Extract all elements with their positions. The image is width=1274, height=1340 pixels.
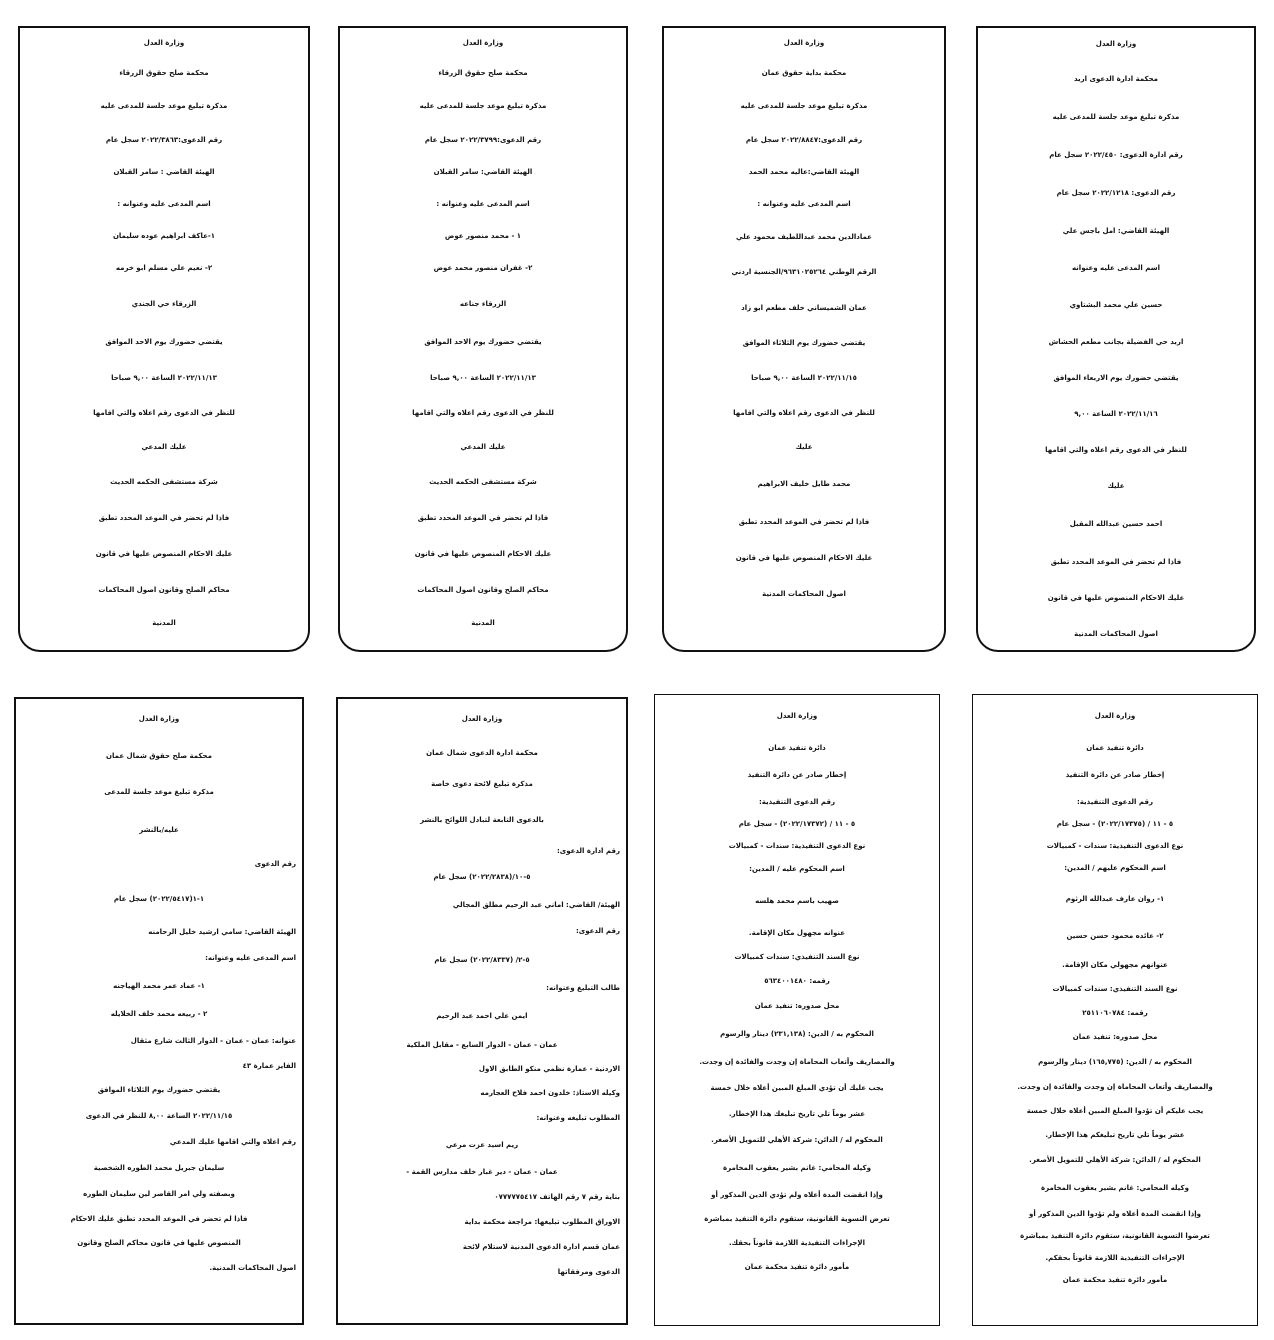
- warning-1: فاذا لم تحضر في الموعد المحدد تطبق: [98, 514, 230, 522]
- warning-1: فاذا لم تحضر في الموعد المحدد تطبق: [738, 518, 870, 526]
- case-number: رقم الدعوى: ٢٠٢٢/١٢١٨ سجل عام: [1056, 189, 1176, 197]
- notice-zarqa-3799: [338, 26, 628, 652]
- defendant-name: عمادالدين محمد عبداللطيف محمود علي: [736, 233, 872, 241]
- requester-address-1: عمان - عمان - الدوار السابع - مقابل الملكية: [406, 1041, 558, 1049]
- consequence-3: الإجراءات التنفيذية اللازمة قانوناً بحقك.: [728, 1239, 866, 1247]
- ministry-title: وزارة العدل: [461, 715, 503, 723]
- admin-number-label: رقم ادارة الدعوى:: [557, 847, 620, 855]
- notice-north-amman-5417: [14, 697, 304, 1325]
- notice-title: مذكرة تبليغ موعد جلسة للمدعى عليه: [740, 102, 868, 110]
- notice-title: مذكرة تبليغ موعد جلسة للمدعى عليه: [100, 102, 228, 110]
- case-number: ١-١(٢٠٢٢/٥٤١٧) سجل عام: [113, 895, 205, 903]
- date-time: ٢٠٢٢/١١/١٥ الساعة ٩,٠٠ صباحا: [751, 374, 857, 382]
- notice-zarqa-3863: [18, 26, 310, 652]
- attendance: يقتضي حضورك يوم الاربعاء الموافق: [1053, 374, 1179, 382]
- case-number: رقم الدعوى:٢٠٢٢/٨٨٤٧ سجل عام: [745, 136, 863, 144]
- defendant-1: ١-عاكف ابراهيم عوده سليمان: [112, 232, 216, 240]
- execution-number: ٥ - ١١ / (٢٠٢٢/١٧٣٧٥) - سجل عام: [1056, 820, 1174, 828]
- documents-1: الاوراق المطلوب تبليغها: مراجعة محكمة بداية: [464, 1218, 620, 1226]
- issue-place: محل صدوره: تنفيذ عمان: [1072, 1033, 1158, 1041]
- requester-label: طالب التبليغ وعنوانه:: [546, 984, 620, 992]
- plaintiff-label: عليك المدعي: [141, 443, 187, 451]
- plaintiff-name: شركة مستشفى الحكمه الحديث: [110, 478, 218, 486]
- debtors-label: اسم المحكوم عليهم / المدين:: [1064, 864, 1166, 872]
- requester-address-2: الاردنية - عمارة نظمي منكو الطابق الاول: [478, 1065, 620, 1073]
- issue-place: محل صدوره: تنفيذ عمان: [754, 1002, 840, 1010]
- deadline-2: عشر يوماً تلي تاريخ تبليغكم هذا الإخطار.: [1045, 1131, 1185, 1139]
- consequence-1: وإذا انقضت المدة أعلاه ولم تؤدي الدين المذكور أو: [711, 1191, 883, 1199]
- defendant-label: اسم المدعى عليه وعنوانه :: [757, 200, 851, 208]
- warning-3: محاكم الصلح وقانون اصول المحاكمات: [98, 586, 230, 594]
- plaintiff-name: احمد حسين عبدالله المقبل: [1069, 520, 1163, 528]
- amount-note: والمصاريف وأتعاب المحاماة إن وجدت والفائدة إن وجدت.: [1017, 1083, 1213, 1091]
- attendance: يقتضي حضورك يوم الاحد الموافق: [424, 338, 542, 346]
- debtors-address: عنوانهم مجهولي مكان الإقامة.: [1062, 961, 1168, 969]
- consequence-2: تعرضوا التسوية القانونية، ستقوم دائرة التنفيذ بمباشرة: [1020, 1232, 1210, 1240]
- judge: الهيئة القاضي: سامر القبلان: [433, 168, 533, 176]
- notice-north-amman-8337: [336, 697, 628, 1325]
- court-name: محكمة بداية حقوق عمان: [761, 69, 847, 77]
- defendant-label: اسم المدعى عليه وعنوانه: [1071, 264, 1161, 272]
- notice-title: مذكرة تبليغ موعد جلسة للمدعى: [104, 788, 214, 796]
- recipient-address-1: عمان - عمان - دير غبار خلف مدارس القمة -: [406, 1168, 558, 1176]
- case-note: للنظر في الدعوى رقم اعلاه والتي اقامها: [733, 409, 875, 417]
- plaintiff-label: عليك: [795, 443, 813, 451]
- ministry-title: وزارة العدل: [783, 39, 825, 47]
- execution-number-label: رقم الدعوى التنفيذية:: [1077, 798, 1153, 806]
- plaintiff-name: سليمان جبريل محمد الطوره الشخصية: [93, 1164, 225, 1172]
- recipient-label: المطلوب تبليغه وعنوانه:: [536, 1114, 620, 1122]
- warning-1: فاذا لم تحضر في الموعد المحدد تطبق: [1050, 558, 1182, 566]
- judge: الهيئة القاضي : سامر القبلان: [113, 168, 215, 176]
- recipient-name: ريم اسيد عزت مرعي: [445, 1141, 519, 1149]
- signature-officer: مأمور دائرة تنفيذ محكمة عمان: [744, 1263, 850, 1271]
- creditor: المحكوم له / الدائن: شركة الأهلي للتمويل الأصغر.: [711, 1136, 883, 1144]
- defendant-1: ١ - محمد منصور عوض: [444, 232, 522, 240]
- notice-title-2: بالدعوى التابعة لتبادل اللوائح بالنشر: [420, 816, 544, 824]
- amount: المحكوم به / الدين: (١٦٥,٧٧٥) دينار والرسوم: [1038, 1058, 1192, 1066]
- date-time: ٢٠٢٢/١١/١٣ الساعة ٩,٠٠ صباحا: [430, 374, 536, 382]
- date-time: ٢٠٢٢/١١/١٣ الساعة ٩,٠٠ صباحا: [111, 374, 217, 382]
- plaintiff-name: شركة مستشفى الحكمه الحديث: [429, 478, 537, 486]
- warning-4: المدنية: [152, 619, 176, 627]
- court-name: محكمة صلح حقوق الزرقاء: [119, 69, 209, 77]
- warning-2: عليك الاحكام المنصوص عليها في قانون: [1047, 594, 1185, 602]
- instrument-type: نوع السند التنفيذي: سندات كمبيالات: [1052, 985, 1178, 993]
- warning-1: فاذا لم تحضر في الموعد المحدد تطبق: [417, 514, 549, 522]
- warning-3: اصول المحاكمات المدنية: [762, 590, 846, 598]
- address-2: الفايز عمارة ٤٣: [242, 1062, 296, 1070]
- debtor-name: صهيب باسم محمد هلسه: [755, 897, 839, 905]
- execution-number-label: رقم الدعوى التنفيذية:: [759, 798, 835, 806]
- notice-title: إخطار صادر عن دائرة التنفيذ: [1065, 771, 1165, 779]
- attendance: يقتضي حضورك يوم الثلاثاء الموافق: [97, 1086, 221, 1094]
- court-name: محكمة صلح حقوق الزرقاء: [438, 69, 528, 77]
- ministry-title: وزارة العدل: [462, 39, 504, 47]
- case-note: رقم اعلاه والتي اقامها عليك المدعي: [169, 1138, 296, 1146]
- notice-execution-17375: [972, 694, 1258, 1326]
- admin-number: ٥-١٠/(٢٠٢٢/٢٨٣٨) سجل عام: [433, 873, 531, 881]
- judge: الهيئة القاضي:عاليه محمد الحمد: [748, 168, 860, 176]
- defendant-2: ٢ - ربيعه محمد خلف الخلايله: [110, 1010, 208, 1018]
- warning-2: المنصوص عليها في قانون محاكم الصلح وقانون: [77, 1239, 241, 1247]
- department: دائرة تنفيذ عمان: [768, 744, 826, 752]
- ministry-title: وزارة العدل: [143, 39, 185, 47]
- address: الزرقاء حي الجندي: [131, 300, 197, 308]
- defendant-label: اسم المدعى عليه وعنوانه :: [117, 200, 211, 208]
- deadline-1: يجب عليك أن تؤدي المبلغ المبين أعلاه خلال خمسة: [710, 1084, 884, 1092]
- ministry-title: وزارة العدل: [138, 715, 180, 723]
- case-number: رقم الدعوى:٢٠٢٢/٣٧٩٩ سجل عام: [424, 136, 542, 144]
- defendant-2: ٢- نعيم علي مسلم ابو خرمه: [115, 264, 213, 272]
- debtor-2: ٢- عائده محمود حسن حسين: [1066, 932, 1164, 940]
- case-note: للنظر في الدعوى رقم اعلاه والتي اقامها: [93, 409, 235, 417]
- deadline-1: يجب عليكم أن تؤدوا المبلغ المبين أعلاه خلال خمسة: [1026, 1107, 1204, 1115]
- judge: الهيئة/ القاضي: اماني عبد الرحيم مطلق المجالي: [452, 901, 620, 909]
- attendance: يقتضي حضورك يوم الثلاثاء الموافق: [742, 339, 866, 347]
- defendant-2: ٢- غفران منصور محمد عوض: [433, 264, 533, 272]
- warning-3: محاكم الصلح وقانون اصول المحاكمات: [417, 586, 549, 594]
- documents-3: الدعوى ومرفقاتها: [557, 1268, 620, 1276]
- plaintiff-label: عليك: [1107, 482, 1125, 490]
- notice-title: مذكرة تبليغ موعد جلسة للمدعى عليه: [419, 102, 547, 110]
- case-number-label: رقم الدعوى: [254, 860, 296, 868]
- plaintiff-label: عليك المدعي: [460, 443, 506, 451]
- notice-amman-8847: [662, 26, 946, 652]
- defendant-1: ١- عماد عمر محمد الهياجنه: [113, 982, 205, 990]
- requester-name: ايمن علي احمد عبد الرحيم: [436, 1012, 528, 1020]
- case-note: للنظر في الدعوى رقم اعلاه والتي اقامها: [412, 409, 554, 417]
- notice-irbid-1218: [976, 26, 1256, 652]
- date-time: ٢٠٢٢/١١/١٥ الساعة ٨,٠٠ للنظر في الدعوى: [85, 1112, 233, 1120]
- court-name: محكمة صلح حقوق شمال عمان: [106, 752, 212, 760]
- execution-type: نوع الدعوى التنفيذية: سندات - كمبيالات: [1046, 842, 1184, 850]
- warning-2: عليك الاحكام المنصوص عليها في قانون: [735, 554, 873, 562]
- case-number: رقم الدعوى:٢٠٢٢/٣٨٦٣ سجل عام: [105, 136, 223, 144]
- address-1: عنوانه: عمان - عمان - الدوار الثالث شارع مثقال: [130, 1037, 296, 1045]
- creditor: المحكوم له / الدائن: شركة الأهلي للتمويل الأصغر.: [1029, 1156, 1201, 1164]
- recipient-address-2: بناية رقم ٧ رقم الهاتف ٠٧٧٧٧٧٥٤١٧: [494, 1193, 620, 1201]
- case-number-label: رقم الدعوى:: [576, 927, 620, 935]
- notice-title-2: عليه/بالنشر: [139, 826, 179, 834]
- signature-officer: مأمور دائرة تنفيذ محكمة عمان: [1062, 1276, 1168, 1284]
- address: اربد حي الفضيلة بجانب مطعم الحشاش: [1048, 338, 1184, 346]
- plaintiff-capacity: وبصفته ولي امر القاصر لين سليمان الطوره: [83, 1190, 235, 1198]
- instrument-number: رقمه: ٢٥١١٠٦٠٧٨٤: [1082, 1009, 1148, 1017]
- warning-2: عليك الاحكام المنصوص عليها في قانون: [95, 550, 233, 558]
- consequence-2: تعرض التسوية القانونية، ستقوم دائرة التنفيذ بمباشرة: [704, 1215, 890, 1223]
- instrument-type: نوع السند التنفيذي: سندات كمبيالات: [734, 953, 860, 961]
- creditor-attorney: وكيله المحامي: غانم بشير يعقوب المخامرة: [723, 1164, 871, 1172]
- defendant-label: اسم المدعى عليه وعنوانه:: [205, 954, 296, 962]
- warning-4: المدنية: [471, 619, 495, 627]
- debtor-address: عنوانه مجهول مكان الإقامة.: [748, 929, 846, 937]
- warning-3: اصول المحاكمات المدنية.: [209, 1264, 296, 1272]
- documents-2: عمان قسم ادارة الدعوى المدنية لاستلام لائحة: [462, 1243, 620, 1251]
- plaintiff-name: محمد طايل خليف الابراهيم: [757, 480, 851, 488]
- judge: الهيئة القاضي: امل باجس علي: [1062, 227, 1170, 235]
- defendant-name: حسين علي محمد البشتاوي: [1069, 301, 1163, 309]
- ministry-title: وزارة العدل: [776, 712, 818, 720]
- ministry-title: وزارة العدل: [1095, 40, 1137, 48]
- execution-type: نوع الدعوى التنفيذية: سندات - كمبيالات: [728, 842, 866, 850]
- defendant-label: اسم المدعى عليه وعنوانه :: [436, 200, 530, 208]
- case-note: للنظر في الدعوى رقم اعلاه والتي اقامها: [1045, 446, 1187, 454]
- consequence-1: وإذا انقضت المدة أعلاه ولم تؤدوا الدين المذكور أو: [1029, 1210, 1201, 1218]
- court-name: محكمة ادارة الدعوى اربد: [1073, 75, 1158, 83]
- debtor-label: اسم المحكوم عليه / المدين:: [749, 865, 845, 873]
- notice-execution-17372: [654, 694, 940, 1326]
- notice-title: مذكرة تبليغ لائحة دعوى خاصة: [431, 780, 533, 788]
- attendance: يقتضي حضورك يوم الاحد الموافق: [105, 338, 223, 346]
- warning-2: عليك الاحكام المنصوص عليها في قانون: [414, 550, 552, 558]
- warning-3: اصول المحاكمات المدنية: [1074, 630, 1158, 638]
- court-name: محكمة ادارة الدعوى شمال عمان: [426, 749, 538, 757]
- department: دائرة تنفيذ عمان: [1086, 744, 1144, 752]
- attorney: وكيله الاستاذ: خلدون احمد فلاح العجارمه: [480, 1089, 620, 1097]
- date-time: ٢٠٢٢/١١/١٦ الساعة ٩,٠٠: [1074, 410, 1158, 418]
- debtor-1: ١- روان عارف عبدالله الرثوم: [1065, 895, 1165, 903]
- notice-title: إخطار صادر عن دائرة التنفيذ: [747, 771, 847, 779]
- warning-1: فاذا لم تحضر في الموعد المحدد تطبق عليك الاحكام: [70, 1215, 248, 1223]
- consequence-3: الإجراءات التنفيذية اللازمة قانوناً بحقكم.: [1045, 1254, 1185, 1262]
- notice-title: مذكرة تبليغ موعد جلسة للمدعى عليه: [1052, 113, 1180, 121]
- national-id: الرقم الوطني ٩٦٣١٠٢٥٢٦٤/الجنسية اردني: [731, 268, 877, 276]
- amount: المحكوم به / الدين: (٢٣١,١٣٨) دينار والرسوم: [720, 1030, 874, 1038]
- case-number: ٥-٢/ (٢٠٢٢/٨٣٣٧) سجل عام: [434, 956, 530, 964]
- address: الزرقاء جناعه: [459, 300, 507, 308]
- ministry-title: وزارة العدل: [1094, 712, 1136, 720]
- case-admin-number: رقم ادارة الدعوى: ٢٠٢٢/٤٥٠ سجل عام: [1049, 151, 1183, 159]
- execution-number: ٥ - ١١ / (٢٠٢٢/١٧٣٧٢) - سجل عام: [738, 820, 856, 828]
- amount-note: والمصاريف وأتعاب المحاماة إن وجدت والفائدة إن وجدت.: [699, 1058, 895, 1066]
- judge: الهيئة القاضي: سامي ارشيد خليل الرحامنه: [148, 928, 296, 936]
- instrument-number: رقمه: ٥٦٣٤٠٠١٤٨٠: [764, 977, 830, 985]
- creditor-attorney: وكيله المحامي: غانم بشير يعقوب المخامرة: [1041, 1184, 1189, 1192]
- address: عمان الشميساني خلف مطعم ابو زاد: [741, 304, 867, 312]
- deadline-2: عشر يوماً تلي تاريخ تبليغك هذا الإخطار.: [728, 1110, 866, 1118]
